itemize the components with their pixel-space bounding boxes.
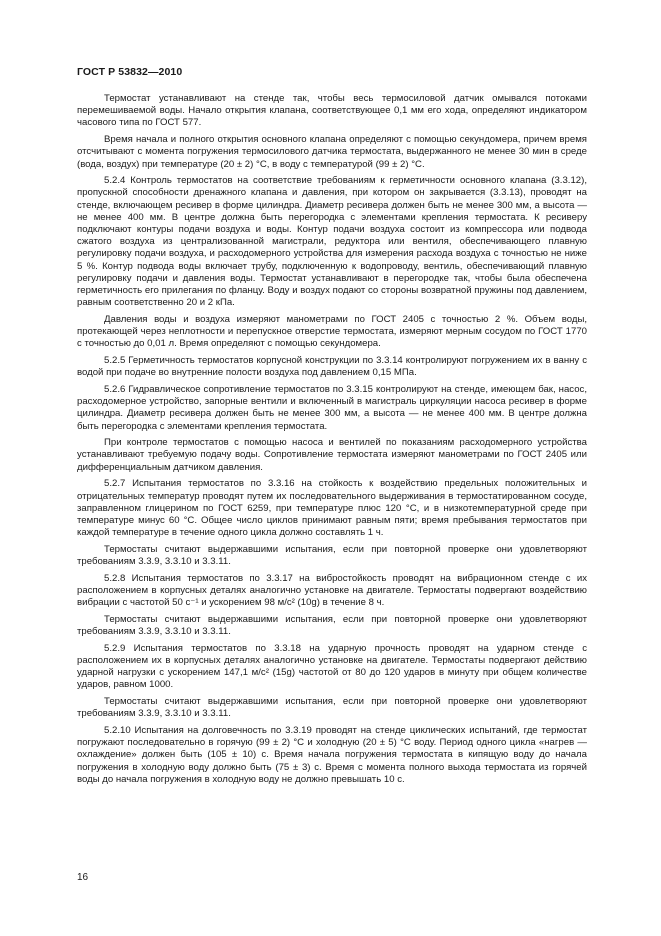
- paragraph: 5.2.7 Испытания термостатов по 3.3.16 на стойкость к воздействию предельных положительных и отрицательных температур проводят путем их последовательного выдерживания в термостатированном сосуде, заправленном глицерином по ГОСТ 6259, при температуре плюс 120 °С, и в низкотемпературной среде при температуре минус 60 °С. Общее число циклов принимают равным пяти; время пребывания термостатов при каждой температуре в течение одного цикла должно составлять 1 ч.: [77, 478, 587, 539]
- paragraph: 5.2.4 Контроль термостатов на соответствие требованиям к герметичности основного клапана (3.3.12), пропускной способности дренажного клапана и давления, при котором он закрывается (3.3.13), проводят на стенде, включающем ресивер в форме цилиндра. Диаметр ресивера должен быть не менее 300 мм, а высота — не менее 400 мм. В центре должна быть перегородка с элементами крепления термостата. К ресиверу подключают контуры подачи воздуха и воды. Контур подачи воздуха состоит из компрессора или подвода сжатого воздуха из централизованной магистрали, редуктора или вентиля, обеспечивающего плавную регулировку подачи воздуха, и расходомерного устройства для измерения расхода воздуха с точностью не ниже 5 %. Контур подвода воды включает трубу, подключенную к водопроводу, вентиль, обеспечивающий плавную регулировку подачи и давления воды. Термостат устанавливают в перегородке так, чтобы была обеспечена герметичность его прилегания по фланцу. Воду и воздух подают со стороны возвратной пружины под давлением, равным соответственно 20 и 2 кПа.: [77, 175, 587, 309]
- paragraph: Термостаты считают выдержавшими испытания, если при повторной проверке они удовлетворяют требованиям 3.3.9, 3.3.10 и 3.3.11.: [77, 613, 587, 638]
- paragraph: 5.2.10 Испытания на долговечность по 3.3.19 проводят на стенде циклических испытаний, где термостат погружают последовательно в горячую (99 ± 2) °С и холодную (20 ± 5) °С воду. Период одного цикла «нагрев — охлаждение» должен быть (105 ± 10) с. Время начала погружения термостата в кипящую воду до начала погружения в холодную воду должно быть (75 ± 3) с. Время с момента полного выхода термостата из горячей воды до начала погружения в холодную воду не должно превышать 10 с.: [77, 725, 587, 785]
- paragraph: Термостаты считают выдержавшими испытания, если при повторной проверке они удовлетворяют требованиям 3.3.9, 3.3.10 и 3.3.11.: [77, 543, 587, 568]
- page-number: 16: [77, 872, 89, 883]
- paragraph: 5.2.9 Испытания термостатов по 3.3.18 на ударную прочность проводят на ударном стенде с расположением их в корпусных деталях аналогично установке на двигателе. Термостаты подвергают действию ударной нагрузки с ускорением 147,1 м/с² (15g) частотой от 80 до 120 ударов в минуту при общем количестве ударов, равном 1000.: [77, 642, 587, 691]
- paragraph: Давления воды и воздуха измеряют манометрами по ГОСТ 2405 с точностью 2 %. Объем воды, протекающей через неплотности и перепускное отверстие термостата, измеряют мерным сосудом по ГОСТ 1770 с точностью до 0,01 л. Время определяют с помощью секундомера.: [77, 313, 587, 350]
- paragraph: Термостат устанавливают на стенде так, чтобы весь термосиловой датчик омывался потоками перемешиваемой воды. Начало открытия клапана, соответствующее 0,1 мм его хода, определяют индикатором часового типа по ГОСТ 577.: [77, 93, 587, 129]
- document-header: ГОСТ Р 53832—2010: [77, 66, 183, 78]
- paragraph: Время начала и полного открытия основного клапана определяют с помощью секундомера, причем время отсчитывают с момента погружения термосилового датчика термостата, выдержанного не менее 30 мин в среде (вода, воздух) при температуре (20 ± 2) °С, в воду с температурой (99 ± 2) °С.: [77, 134, 587, 170]
- paragraph: 5.2.6 Гидравлическое сопротивление термостатов по 3.3.15 контролируют на стенде, имеющем бак, насос, расходомерное устройство, запорные вентили и включенный в магистраль циркуляции насоса ресивер в форме цилиндра. Диаметр ресивера должен быть не менее 300 мм, а высота — не менее 400 мм. В центре должна быть перегородка с элементами крепления термостата.: [77, 383, 587, 432]
- paragraph: Термостаты считают выдержавшими испытания, если при повторной проверке они удовлетворяют требованиям 3.3.9, 3.3.10 и 3.3.11.: [77, 696, 587, 720]
- paragraph: 5.2.5 Герметичность термостатов корпусной конструкции по 3.3.14 контролируют погружением их в ванну с водой при подаче во внутренние полости воздуха под давлением 0,15 МПа.: [77, 355, 587, 379]
- paragraph: 5.2.8 Испытания термостатов по 3.3.17 на вибростойкость проводят на вибрационном стенде с их расположением в корпусных деталях аналогично установке на двигателе. Термостаты подвергают воздействию вибрации с частотой 50 с⁻¹ и ускорением 98 м/с² (10g) в течение 8 ч.: [77, 572, 587, 609]
- document-body: [77, 93, 587, 791]
- paragraph: При контроле термостатов с помощью насоса и вентилей по показаниям расходомерного устройства устанавливают требуемую подачу воды. Сопротивление термостата измеряют манометрами по ГОСТ 2405 или дифференциальным датчиком давления.: [77, 437, 587, 473]
